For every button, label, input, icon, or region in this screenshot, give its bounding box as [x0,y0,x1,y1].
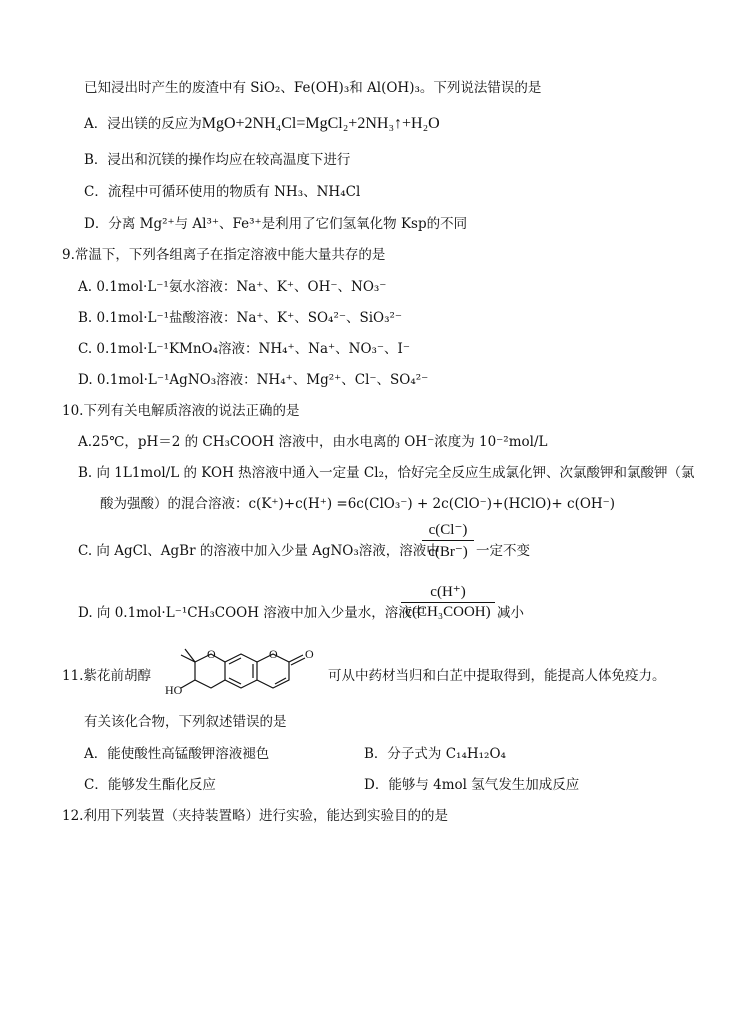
q10-option-b-line2: 酸为强酸）的混合溶液：c(K⁺)+c(H⁺) =6c(ClO₃⁻) + 2c(ClO⁻)+(HClO)+ c(OH⁻) [100,496,616,512]
q9-option-b: B. 0.1mol·L⁻¹盐酸溶液：Na⁺、K⁺、SO₄²⁻、SiO₃²⁻ [78,310,403,326]
q10-option-d-prefix: D. 向 0.1mol·L⁻¹CH₃COOH 溶液中加入少量水，溶液中 [78,605,426,621]
structure-hydroxyl-label: HO [165,683,183,697]
q11-option-d: D．能够与 4mol 氢气发生加成反应 [364,777,580,793]
structure-carbonyl-oxygen: O [305,647,314,661]
intro-text: 已知浸出时产生的废渣中有 SiO₂、Fe(OH)₃和 Al(OH)₃。下列说法错误的是 [84,80,542,96]
q10-option-b-line1: B. 向 1L1mol/L 的 KOH 热溶液中通入一定量 Cl₂，恰好完全反应生成氯化钾、次氯酸钾和氯酸钾（氯 [78,465,695,481]
q11-option-c: C．能够发生酯化反应 [84,777,216,793]
q10-option-d-suffix: 减小 [497,605,524,621]
molecule-structure-image [155,646,325,704]
q10-option-d-denominator: c(CH₃COOH) [405,604,491,620]
fraction-bar [401,602,495,603]
q10-option-d-fraction [401,582,495,621]
q9-stem: 9.常温下，下列各组离子在指定溶液中能大量共存的是 [62,247,386,263]
q10-stem: 10.下列有关电解质溶液的说法正确的是 [62,403,300,419]
q9-option-d: D. 0.1mol·L⁻¹AgNO₃溶液：NH₄⁺、Mg²⁺、Cl⁻、SO₄²⁻ [78,372,429,388]
q11-stem-suffix: 可从中药材当归和白芷中提取得到，能提高人体免疫力。 [328,668,666,684]
q10-option-c-prefix: C. 向 AgCl、AgBr 的溶液中加入少量 AgNO₃溶液，溶液中 [78,543,440,559]
q8-option-a-equation: MgO+2NH₄Cl=MgCl₂+2NH₃↑+H₂O [201,115,440,132]
q11-option-b: B．分子式为 C₁₄H₁₂O₄ [364,746,506,762]
q8-option-a-prefix: A．浸出镁的反应为 [84,116,202,132]
q11-option-a: A．能使酸性高锰酸钾溶液褪色 [84,746,270,762]
q10-option-c-fraction [422,520,474,561]
q11-stem-prefix: 11.紫花前胡醇 [62,668,151,684]
q11-sub-stem: 有关该化合物，下列叙述错误的是 [84,714,287,730]
q10-option-d-numerator: c(H⁺) [430,584,466,600]
q8-option-c: C．流程中可循环使用的物质有 NH₃、NH₄Cl [84,184,361,200]
structure-ring-oxygen-1: O [207,647,216,661]
fraction-bar [422,540,474,541]
q10-option-c-suffix: 一定不变 [476,543,530,559]
q8-option-b: B．浸出和沉镁的操作均应在较高温度下进行 [84,152,351,168]
q10-option-c-denominator: c(Br⁻) [428,544,468,560]
q9-option-c: C. 0.1mol·L⁻¹KMnO₄溶液：NH₄⁺、Na⁺、NO₃⁻、I⁻ [78,341,411,357]
q10-option-c-numerator: c(Cl⁻) [428,522,468,538]
structure-ring-oxygen-2: O [269,647,278,661]
q8-option-a [84,114,440,134]
q12-stem: 12.利用下列装置（夹持装置略）进行实验，能达到实验目的的是 [62,808,448,824]
q8-option-d: D．分离 Mg²⁺与 Al³⁺、Fe³⁺是利用了它们氢氧化物 Ksp的不同 [84,216,468,232]
q9-option-a: A. 0.1mol·L⁻¹氨水溶液：Na⁺、K⁺、OH⁻、NO₃⁻ [78,279,387,295]
q10-option-a: A.25℃，pH＝2 的 CH₃COOH 溶液中，由水电离的 OH⁻浓度为 10⁻²mol/L [78,434,548,450]
